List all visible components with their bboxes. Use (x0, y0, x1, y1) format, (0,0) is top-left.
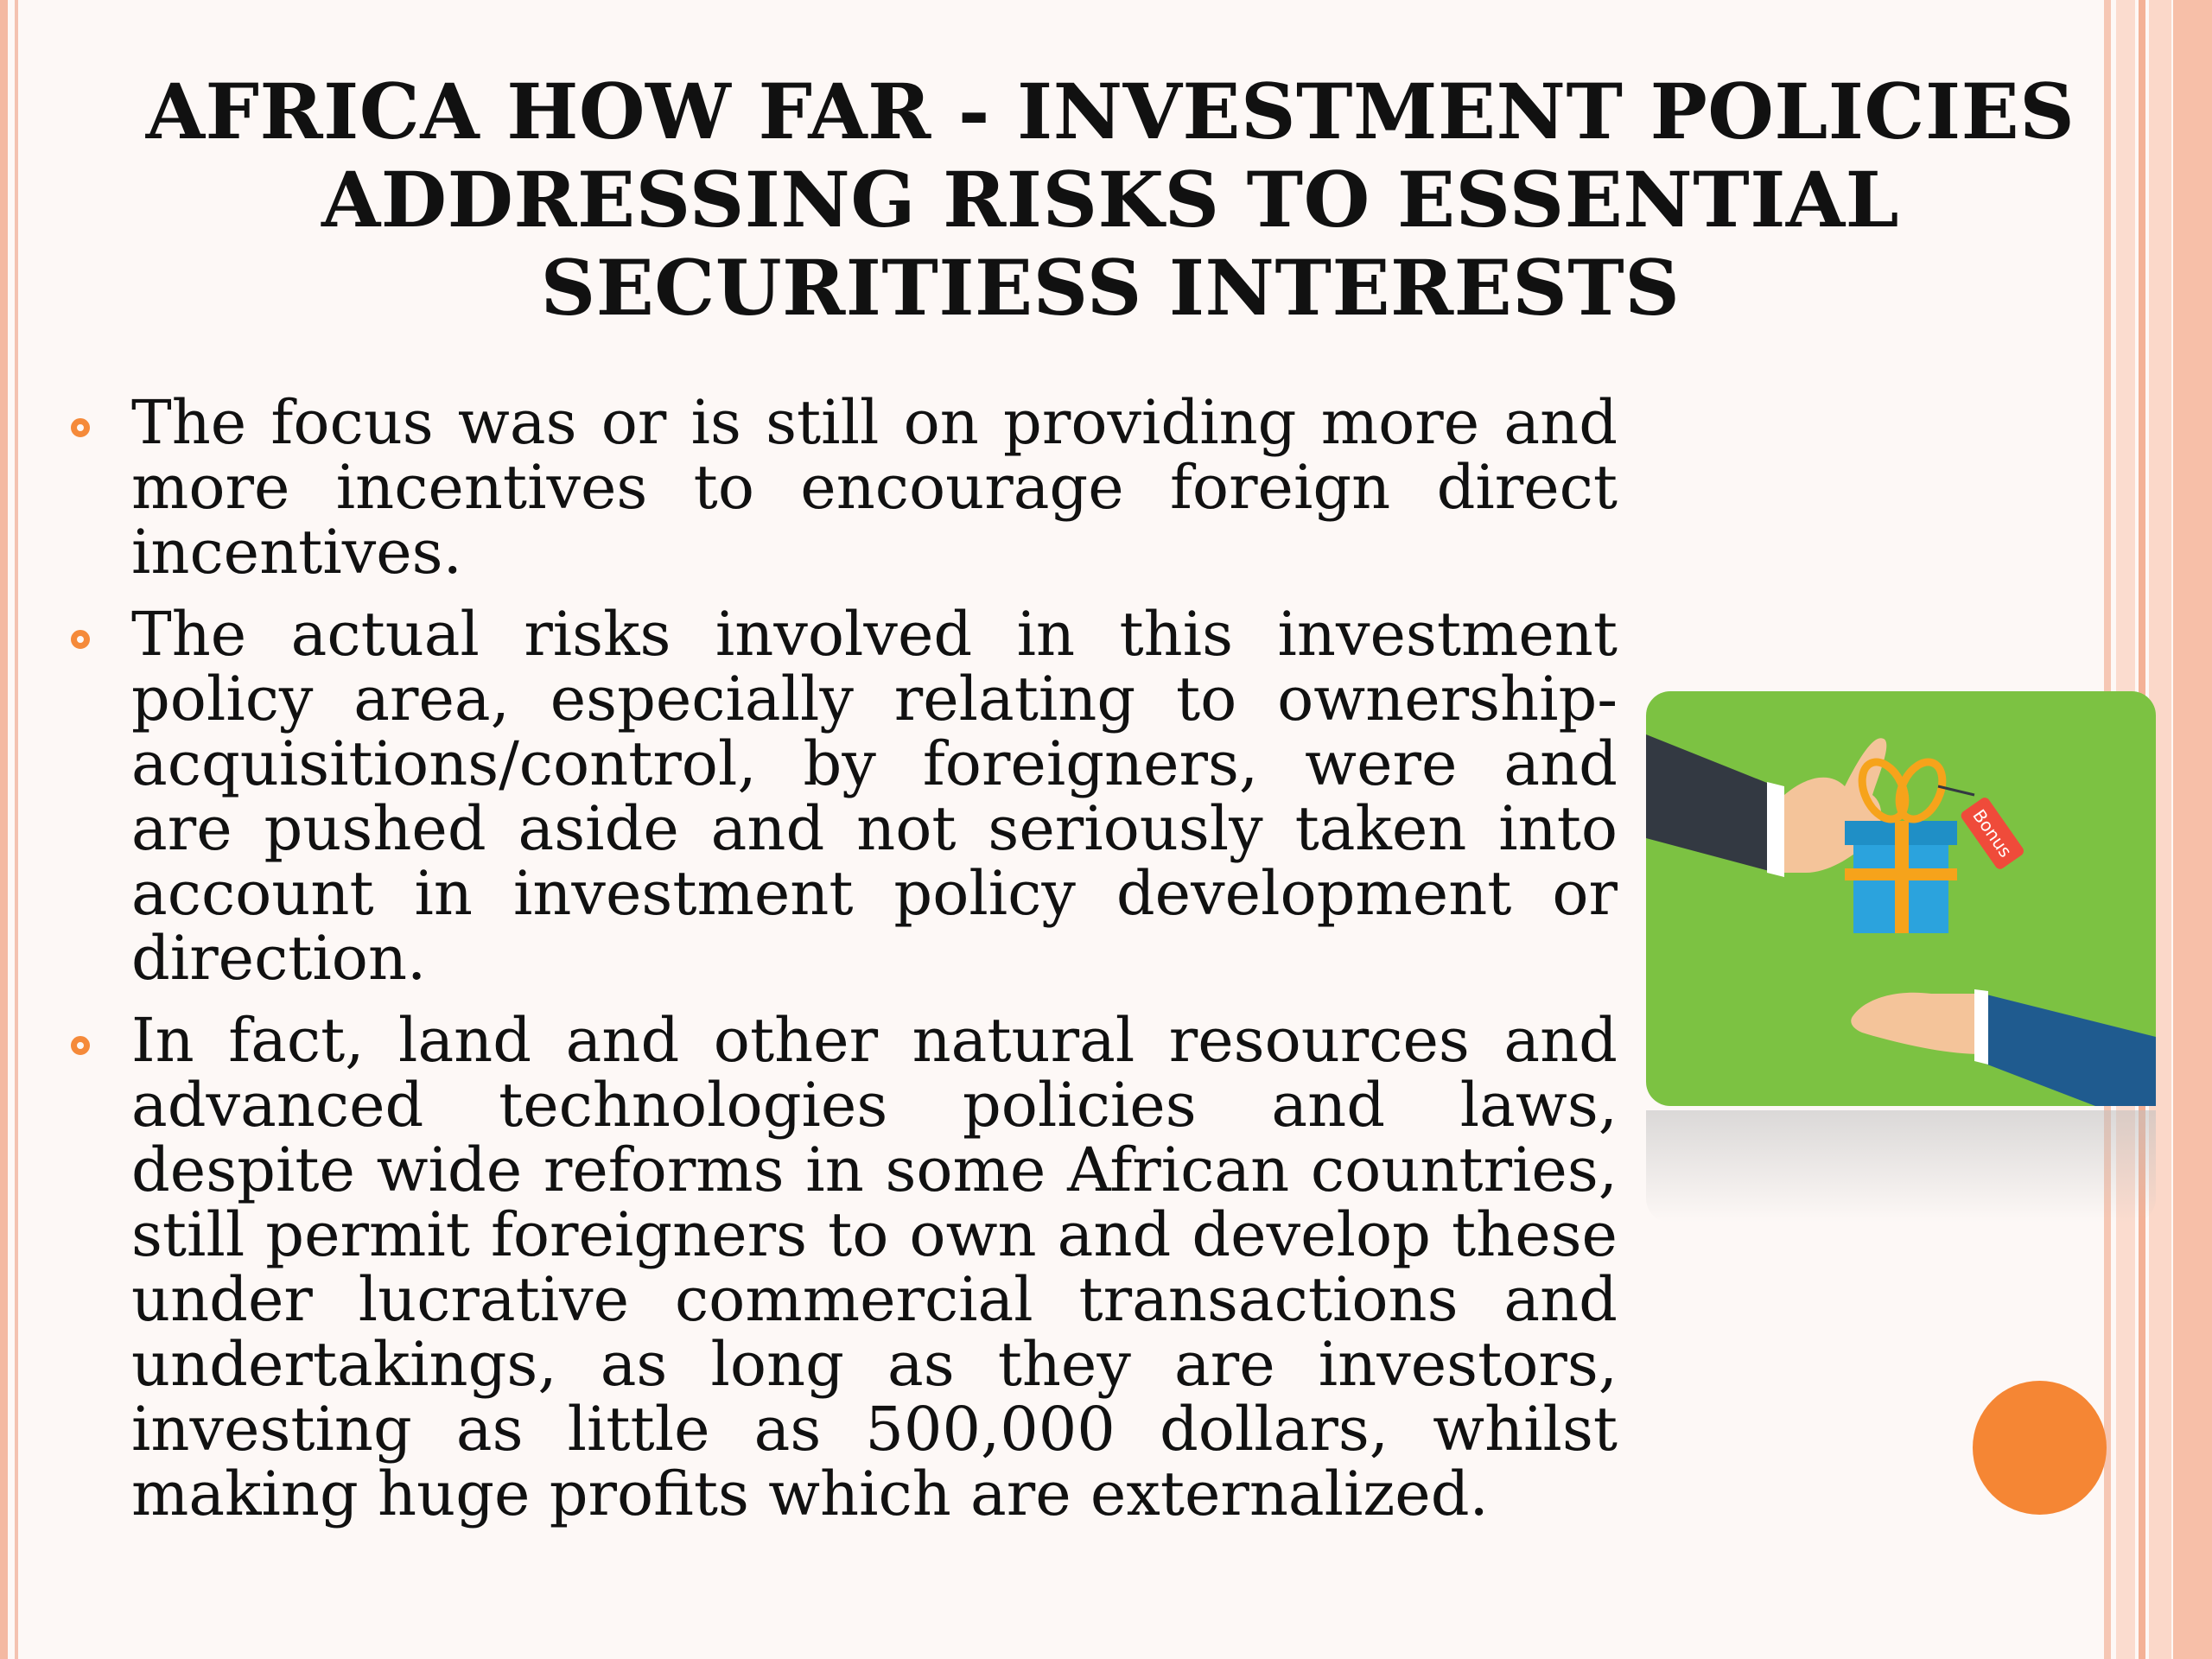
illustration-reflection (1646, 1110, 2156, 1223)
slide-title (130, 67, 2091, 332)
bullet-text-2: The actual risks involved in this investment policy area, especially relating to ownership-acquisitions/control, by foreigners, were and are pushed aside and not seriously taken into account in investment policy development or direction. (131, 599, 1618, 994)
bullet-list (52, 387, 1624, 1544)
left-border-line-inner (15, 0, 18, 1659)
left-border-line (0, 0, 8, 1659)
bullet-text-3: In fact, land and other natural resources and advanced technologies policies and laws, despite wide reforms in some African countries, still permit foreigners to own and develop these under lucrative commercial transactions and undertakings, as long as they are investors, investing as little as 500,000 dollars, whilst making huge profits which are externalized. (131, 1005, 1618, 1529)
bullet-item-1 (52, 387, 1624, 588)
svg-text:Bonus: Bonus (1968, 805, 2017, 861)
title-line-2: ADDRESSING RISKS TO ESSENTIAL (321, 155, 1900, 245)
bullet-circle-icon (71, 418, 90, 437)
bullet-text-1: The focus was or is still on providing more and more incentives to encourage foreign direct incentives. (131, 387, 1618, 588)
orange-circle-decoration (1973, 1381, 2107, 1515)
title-line-1: AFRICA HOW FAR - INVESTMENT POLICIES (145, 67, 2075, 156)
gift-handover-icon (1646, 691, 2156, 1106)
bullet-circle-icon (71, 630, 90, 649)
title-line-3: SECURITIESS INTERESTS (540, 243, 1681, 333)
bullet-item-2 (52, 599, 1624, 994)
bullet-circle-icon (71, 1036, 90, 1055)
bullet-item-3 (52, 1005, 1624, 1529)
